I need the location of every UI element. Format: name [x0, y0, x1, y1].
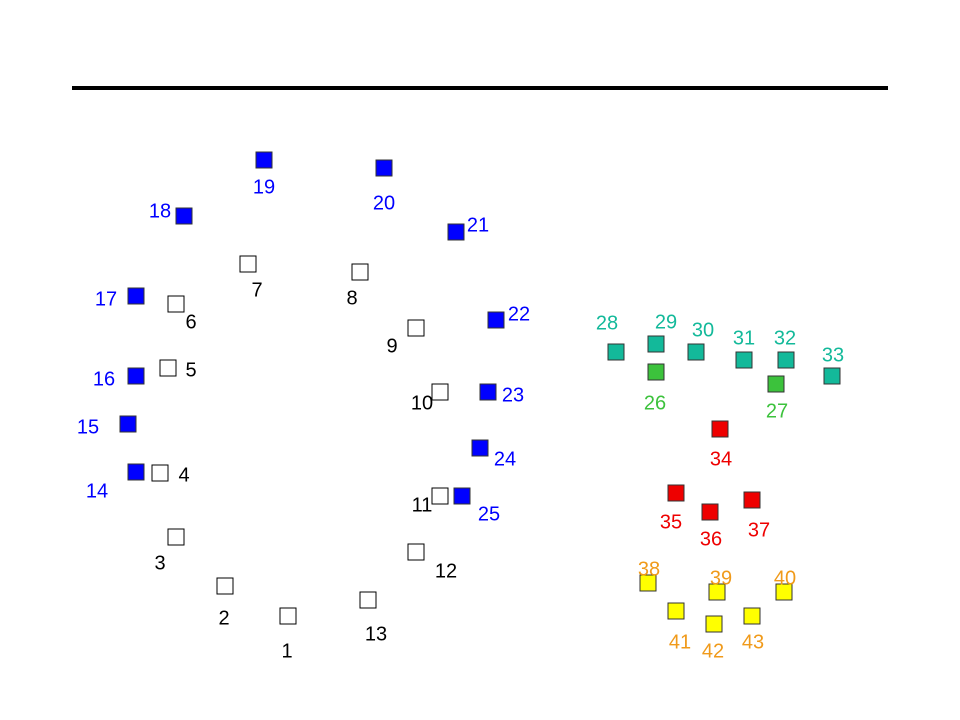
marker-13	[360, 592, 376, 608]
marker-label-29: 29	[654, 311, 678, 334]
marker-label-23: 23	[501, 384, 525, 407]
marker-label-13: 13	[364, 623, 388, 646]
marker-7	[240, 256, 256, 272]
marker-2	[217, 578, 233, 594]
marker-label-24: 24	[493, 448, 517, 471]
marker-label-39: 39	[709, 567, 733, 590]
marker-label-20: 20	[372, 192, 396, 215]
marker-33	[824, 368, 840, 384]
marker-19	[256, 152, 272, 168]
marker-label-22: 22	[507, 303, 531, 326]
marker-29	[648, 336, 664, 352]
marker-label-12: 12	[434, 560, 458, 583]
marker-label-31: 31	[732, 327, 756, 350]
marker-label-11: 11	[411, 494, 433, 517]
marker-label-6: 6	[185, 311, 197, 334]
marker-label-38: 38	[637, 558, 661, 581]
marker-24	[472, 440, 488, 456]
marker-label-2: 2	[218, 607, 230, 630]
marker-37	[744, 492, 760, 508]
marker-32	[778, 352, 794, 368]
marker-31	[736, 352, 752, 368]
marker-18	[176, 208, 192, 224]
marker-4	[152, 465, 168, 481]
marker-label-34: 34	[709, 448, 733, 471]
marker-label-19: 19	[252, 176, 276, 199]
marker-42	[706, 616, 722, 632]
marker-16	[128, 368, 144, 384]
marker-label-30: 30	[691, 319, 715, 342]
marker-27	[768, 376, 784, 392]
marker-3	[168, 529, 184, 545]
marker-label-1: 1	[281, 640, 293, 663]
marker-label-36: 36	[699, 528, 723, 551]
marker-20	[376, 160, 392, 176]
marker-41	[668, 603, 684, 619]
marker-8	[352, 264, 368, 280]
marker-label-16: 16	[92, 368, 116, 391]
marker-label-26: 26	[643, 392, 667, 415]
marker-6	[168, 296, 184, 312]
marker-label-27: 27	[765, 400, 789, 423]
marker-label-3: 3	[154, 552, 166, 575]
marker-30	[688, 344, 704, 360]
marker-1	[280, 608, 296, 624]
marker-28	[608, 344, 624, 360]
marker-34	[712, 421, 728, 437]
marker-12	[408, 544, 424, 560]
marker-label-9: 9	[386, 335, 398, 358]
marker-25	[454, 488, 470, 504]
marker-label-15: 15	[76, 416, 100, 439]
marker-15	[120, 416, 136, 432]
marker-35	[668, 485, 684, 501]
marker-label-35: 35	[659, 511, 683, 534]
marker-label-40: 40	[773, 567, 797, 590]
marker-10	[432, 384, 448, 400]
marker-11	[432, 488, 448, 504]
marker-label-37: 37	[747, 519, 771, 542]
marker-22	[488, 312, 504, 328]
marker-label-18: 18	[148, 200, 172, 223]
marker-label-10: 10	[410, 392, 434, 415]
marker-14	[128, 464, 144, 480]
marker-label-17: 17	[94, 288, 118, 311]
marker-label-7: 7	[251, 279, 263, 302]
marker-43	[744, 608, 760, 624]
marker-label-5: 5	[185, 359, 197, 382]
marker-label-42: 42	[701, 640, 725, 663]
marker-label-33: 33	[821, 344, 845, 367]
marker-label-28: 28	[595, 312, 619, 335]
marker-label-8: 8	[346, 287, 358, 310]
marker-17	[128, 288, 144, 304]
marker-36	[702, 504, 718, 520]
marker-label-14: 14	[85, 480, 109, 503]
marker-label-4: 4	[178, 464, 190, 487]
marker-9	[408, 320, 424, 336]
marker-label-21: 21	[466, 214, 490, 237]
marker-label-43: 43	[741, 631, 765, 654]
labels-layer	[77, 176, 844, 662]
marker-label-25: 25	[477, 503, 501, 526]
marker-label-32: 32	[773, 327, 797, 350]
marker-26	[648, 364, 664, 380]
marker-5	[160, 360, 176, 376]
marker-label-41: 41	[668, 631, 692, 654]
marker-23	[480, 384, 496, 400]
marker-21	[448, 224, 464, 240]
